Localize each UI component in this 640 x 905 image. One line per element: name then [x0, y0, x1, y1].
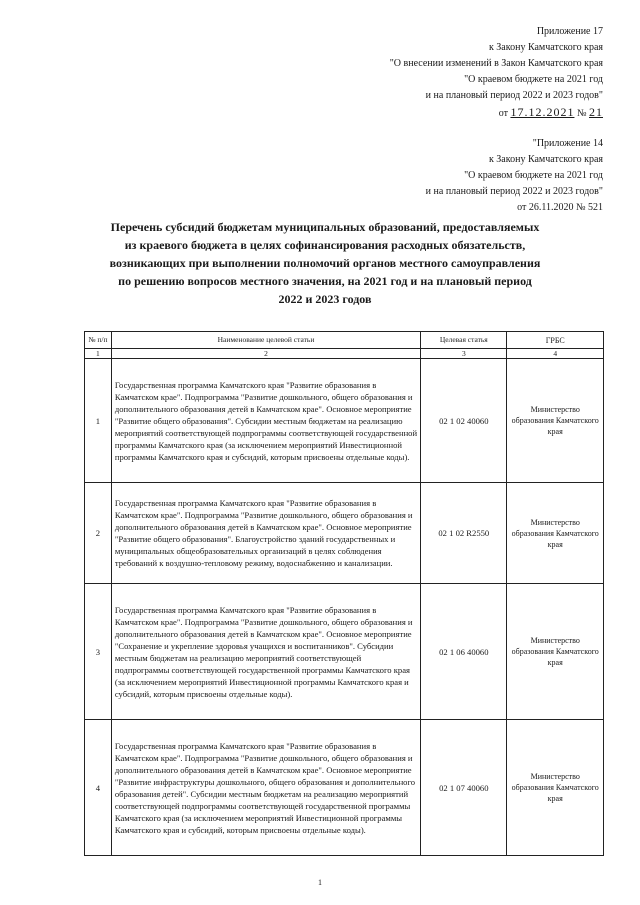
appendix-14-header — [426, 136, 603, 216]
appendix-17-line: и на плановый период 2022 и 2023 годов" — [425, 90, 603, 101]
row-grbs: Министерство образования Камчатского края — [507, 483, 604, 584]
number-prefix: № — [576, 108, 587, 119]
column-number-row — [85, 349, 604, 359]
row-name: Государственная программа Камчатского края "Развитие образования в Камчатском крае". Подпрограмма "Развитие дошкольного, общего образования и дополнительного образования детей в Камчатском крае". Основное мероприятие "Развитие общего образования". Субсидии местным бюджетам на реализацию мероприятий соответствующей подпрограммы соответствующей государственной программы Камчатского края (за исключением мероприятий Инвестиционной программы Камчатского края и субсидий, которым присвоены отдельные коды). — [111, 359, 420, 483]
law-date: 17.12.2021 — [510, 105, 575, 119]
law-number: 21 — [589, 105, 603, 119]
row-name: Государственная программа Камчатского края "Развитие образования в Камчатском крае". Подпрограмма "Развитие дошкольного, общего образования и дополнительного образования детей в Камчатском крае". Основное мероприятие "Развитие инфраструктуры дошкольного, общего образования и дополнительного образования детей". Субсидии местным бюджетам на реализацию мероприятий соответствующей подпрограммы соответствующей государственной программы Камчатского края (за исключением мероприятий Инвестиционной программы Камчатского края и субсидий, которым присвоены отдельные коды). — [111, 720, 420, 856]
appendix-14-line: и на плановый период 2022 и 2023 годов" — [425, 186, 603, 197]
appendix-14-line: "Приложение 14 — [532, 138, 603, 149]
row-num: 3 — [85, 584, 112, 720]
row-code: 02 1 02 R2550 — [421, 483, 507, 584]
appendix-17-line: "О внесении изменений в Закон Камчатского края — [389, 58, 603, 69]
row-num: 1 — [85, 359, 112, 483]
title-line: по решению вопросов местного значения, на 2021 год и на плановый период — [118, 274, 532, 288]
table-row — [85, 720, 604, 856]
subsidies-table — [84, 331, 604, 856]
title-line: Перечень субсидий бюджетам муниципальных образований, предоставляемых — [110, 220, 540, 234]
header-grbs: ГРБС — [507, 332, 604, 349]
table-row — [85, 483, 604, 584]
appendix-14-line: к Закону Камчатского края — [488, 154, 603, 165]
row-grbs: Министерство образования Камчатского края — [507, 720, 604, 856]
table-row — [85, 584, 604, 720]
header-name: Наименование целевой статьи — [111, 332, 420, 349]
row-grbs: Министерство образования Камчатского края — [507, 584, 604, 720]
date-prefix: от — [498, 108, 508, 119]
row-code: 02 1 06 40060 — [421, 584, 507, 720]
column-number: 3 — [421, 349, 507, 359]
appendix-17-line: Приложение 17 — [536, 26, 603, 37]
appendix-17-line: к Закону Камчатского края — [488, 42, 603, 53]
appendix-17-date-line — [390, 104, 603, 122]
appendix-17-header — [390, 24, 603, 122]
title-line: возникающих при выполнении полномочий органов местного самоуправления — [109, 256, 541, 270]
row-num: 2 — [85, 483, 112, 584]
title-line: 2022 и 2023 годов — [278, 292, 372, 306]
page-number: 1 — [318, 878, 322, 887]
column-number: 2 — [111, 349, 420, 359]
row-name: Государственная программа Камчатского края "Развитие образования в Камчатском крае". Подпрограмма "Развитие дошкольного, общего образования и дополнительного образования детей в Камчатском крае". Основное мероприятие "Сохранение и укрепление здоровья учащихся и воспитанников". Субсидии местным бюджетам на реализацию мероприятий соответствующей подпрограммы соответствующей государственной программы Камчатского края (за исключением мероприятий Инвестиционной программы Камчатского края и субсидий, которым присвоены отдельные коды). — [111, 584, 420, 720]
header-code: Целевая статья — [421, 332, 507, 349]
appendix-17-line: "О краевом бюджете на 2021 год — [464, 74, 603, 85]
table-row — [85, 359, 604, 483]
column-number: 1 — [85, 349, 112, 359]
column-number: 4 — [507, 349, 604, 359]
row-grbs: Министерство образования Камчатского края — [507, 359, 604, 483]
row-code: 02 1 02 40060 — [421, 359, 507, 483]
table-header-row — [85, 332, 604, 349]
row-code: 02 1 07 40060 — [421, 720, 507, 856]
header-num: № п/п — [85, 332, 112, 349]
appendix-14-line: "О краевом бюджете на 2021 год — [464, 170, 603, 181]
row-name: Государственная программа Камчатского края "Развитие образования в Камчатском крае". Подпрограмма "Развитие дошкольного, общего образования и дополнительного образования детей в Камчатском крае". Основное мероприятие "Развитие общего образования". Благоустройство зданий государственных и муниципальных общеобразовательных организаций в целях соблюдения требований к воздушно-тепловому режиму, водоснабжению и канализации. — [111, 483, 420, 584]
title-line: из краевого бюджета в целях софинансирования расходных обязательств, — [124, 238, 526, 252]
appendix-14-line: от 26.11.2020 № 521 — [517, 202, 603, 213]
row-num: 4 — [85, 720, 112, 856]
document-title — [70, 218, 580, 308]
